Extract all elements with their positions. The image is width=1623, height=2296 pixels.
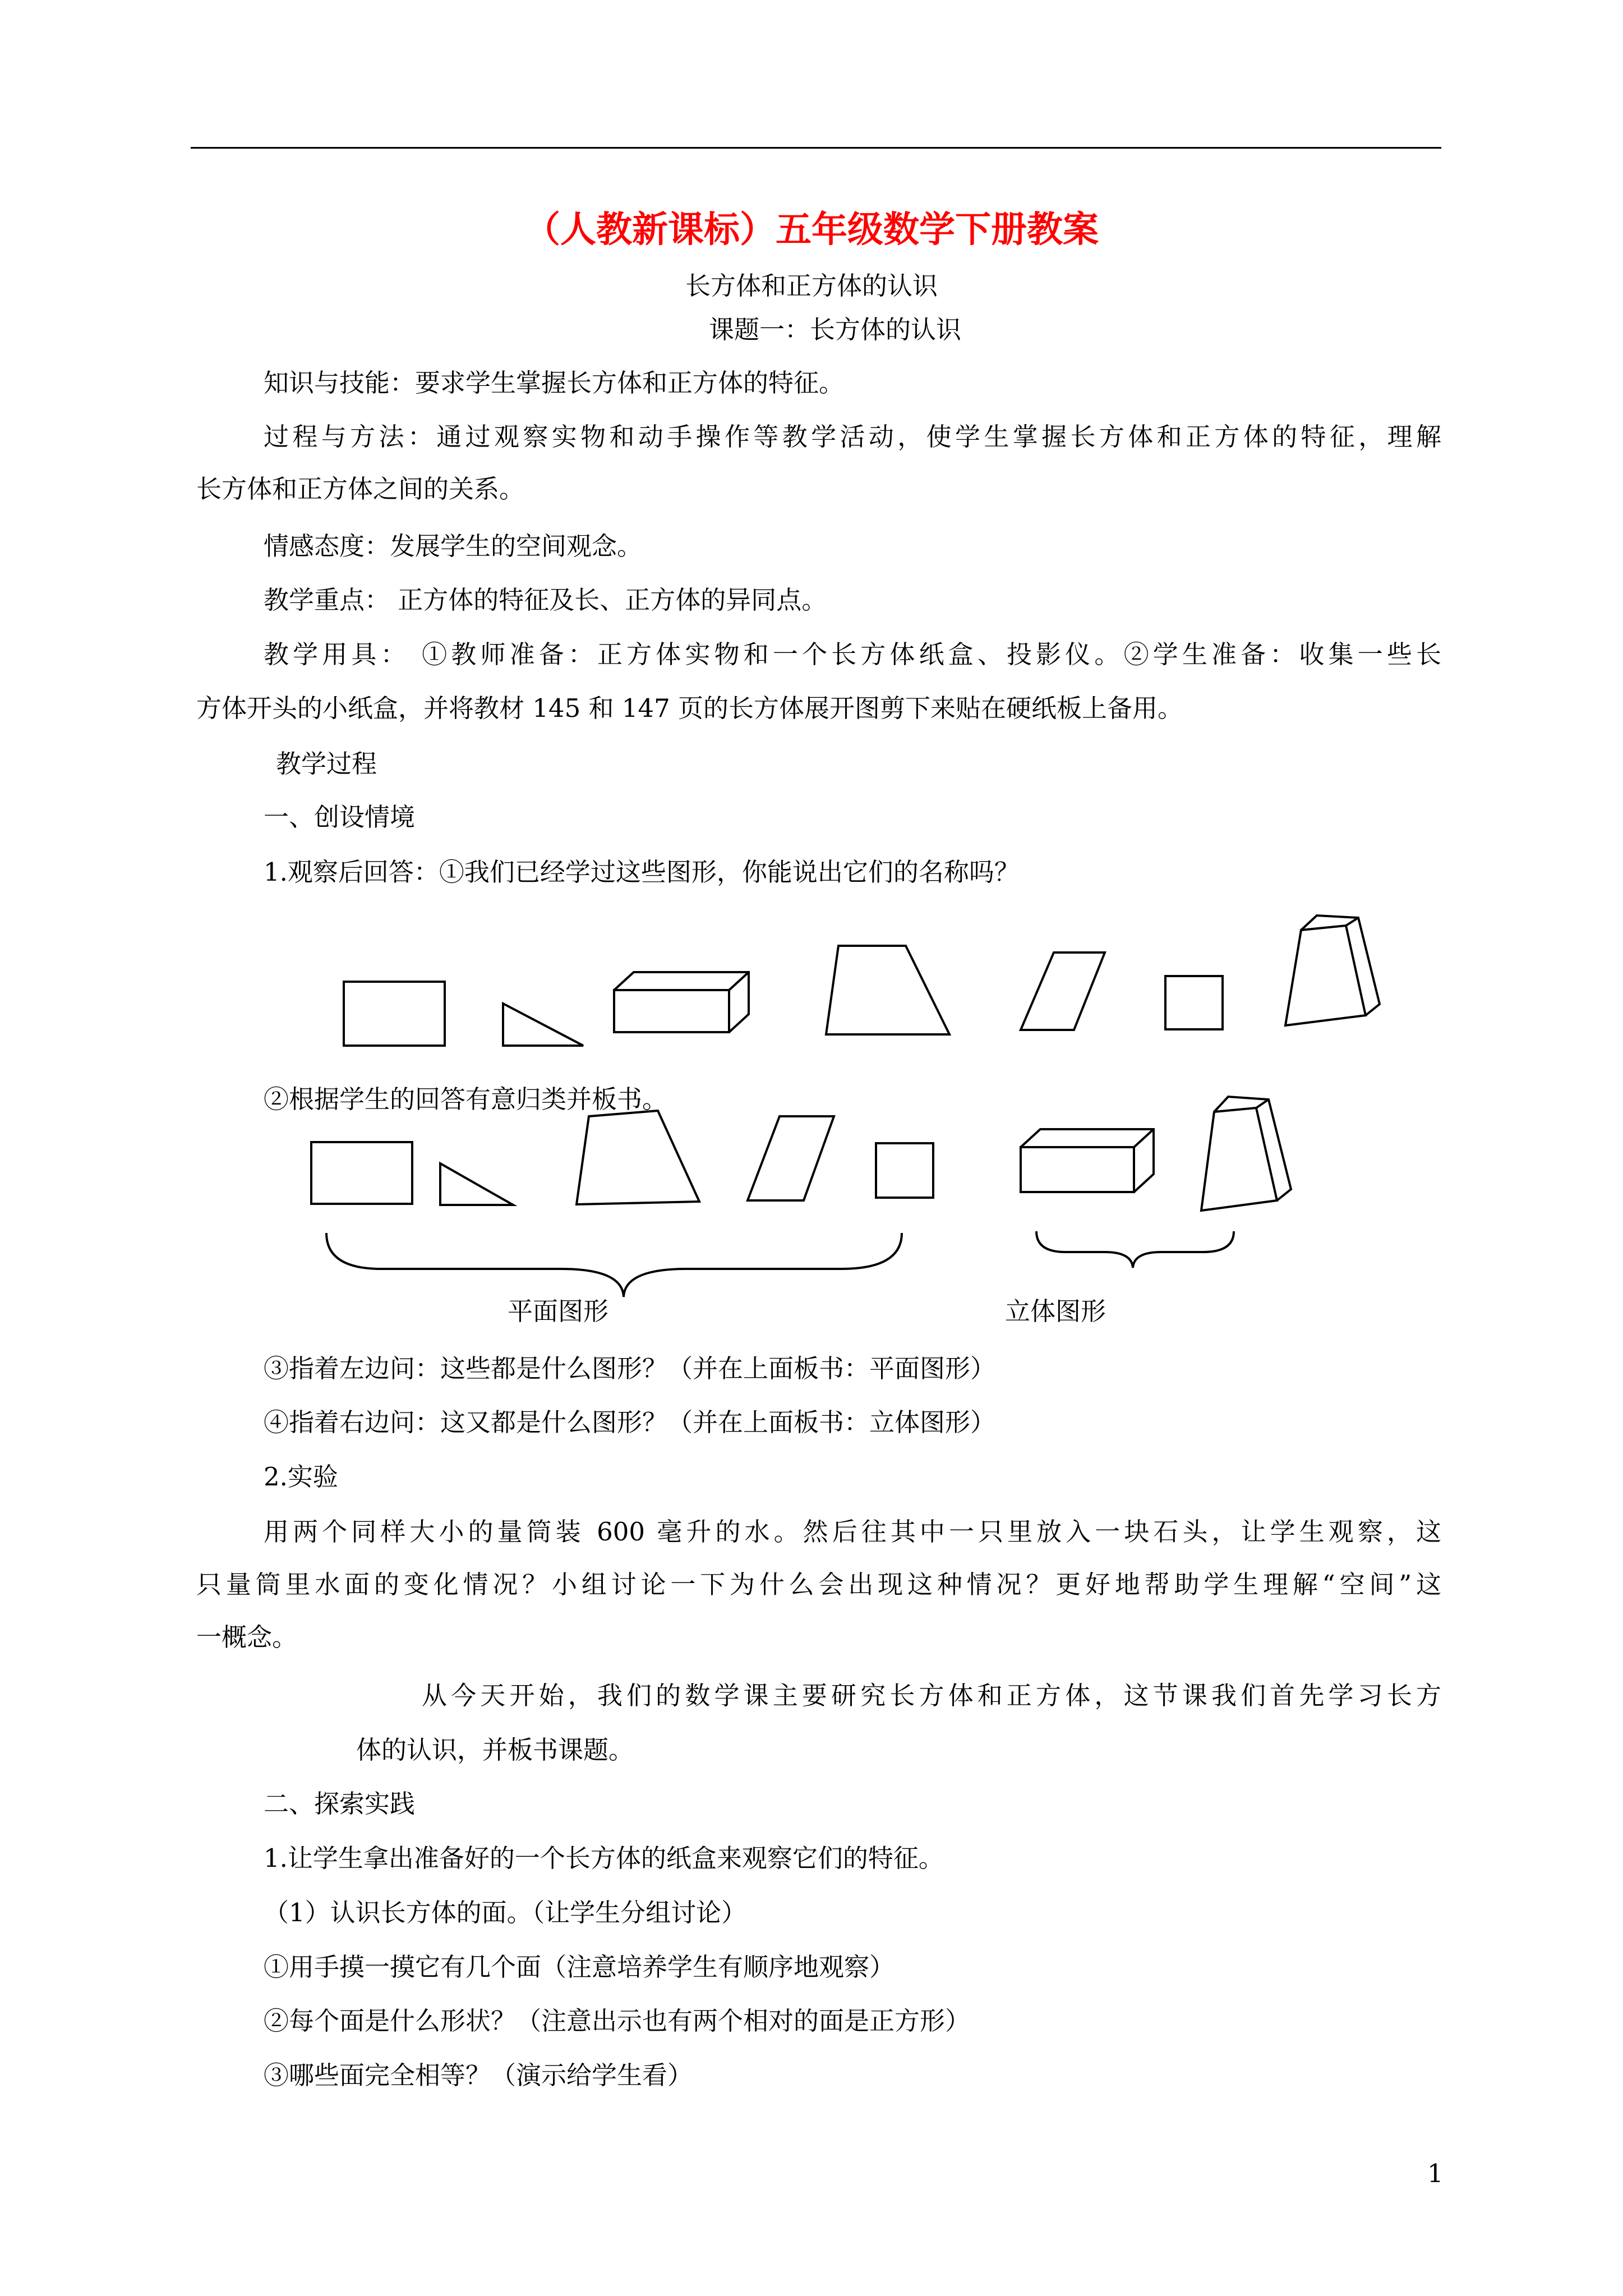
- intro-line2: 体的认识，并板书课题。: [356, 1735, 634, 1765]
- question-3: ③指着左边问：这些都是什么图形？（并在上面板书：平面图形）: [264, 1354, 996, 1383]
- tilted-cuboid-shape-classified: [1201, 1097, 1291, 1211]
- objective-knowledge: 知识与技能：要求学生掌握长方体和正方体的特征。: [264, 368, 845, 398]
- cuboid-shape-classified: [1021, 1129, 1154, 1192]
- key-points: 教学重点： 正方体的特征及长、正方体的异同点。: [264, 585, 827, 615]
- step-1-faces: （1）认识长方体的面。（让学生分组讨论）: [264, 1898, 747, 1927]
- plane-shapes-brace: [326, 1233, 902, 1297]
- step-1-equal-faces: ③哪些面完全相等？（演示给学生看）: [264, 2060, 693, 2090]
- step-1-shape: ②每个面是什么形状？（注意出示也有两个相对的面是正方形）: [264, 2006, 971, 2036]
- parallelogram-shape-classified: [748, 1116, 834, 1200]
- process-heading: 教学过程: [276, 749, 377, 779]
- experiment-line1: 用两个同样大小的量筒装 600 毫升的水。然后往其中一只里放入一块石头，让学生观察，这: [264, 1517, 1441, 1547]
- section-1-heading: 一、创设情境: [264, 802, 416, 832]
- experiment-heading: 2.实验: [264, 1462, 338, 1492]
- lesson-topic: 课题一：长方体的认识: [709, 315, 962, 344]
- label-plane-shapes: 平面图形: [508, 1296, 609, 1326]
- experiment-line3: 一概念。: [196, 1622, 298, 1652]
- objective-process-line2: 长方体和正方体之间的关系。: [196, 474, 525, 504]
- objective-emotion: 情感态度：发展学生的空间观念。: [264, 531, 643, 561]
- solid-shapes-brace: [1036, 1231, 1234, 1268]
- intro-line1: 从今天开始，我们的数学课主要研究长方体和正方体，这节课我们首先学习长方: [422, 1681, 1441, 1710]
- experiment-line2: 只量筒里水面的变化情况？小组讨论一下为什么会出现这种情况？更好地帮助学生理解“空间”这: [196, 1570, 1441, 1599]
- trapezoid-shape-classified: [577, 1111, 699, 1204]
- step-1: 1.让学生拿出准备好的一个长方体的纸盒来观察它们的特征。: [264, 1843, 944, 1873]
- page-title: （人教新课标）五年级数学下册教案: [524, 209, 1099, 251]
- teaching-tools-line1: 教学用具： ①教师准备：正方体实物和一个长方体纸盒、投影仪。②学生准备：收集一些长: [264, 639, 1441, 669]
- question-2: ②根据学生的回答有意归类并板书。: [264, 1084, 668, 1114]
- rectangle-shape-classified: [311, 1142, 412, 1204]
- question-1: 1.观察后回答：①我们已经学过这些图形，你能说出它们的名称吗？: [264, 857, 1020, 887]
- triangle-shape-classified: [440, 1163, 513, 1205]
- label-solid-shapes: 立体图形: [1005, 1296, 1106, 1326]
- teaching-tools-line2: 方体开头的小纸盒，并将教材 145 和 147 页的长方体展开图剪下来贴在硬纸板上备用。: [196, 693, 1183, 723]
- square-shape-classified: [876, 1143, 933, 1198]
- objective-process-line1: 过程与方法：通过观察实物和动手操作等教学活动，使学生掌握长方体和正方体的特征，理解: [264, 422, 1441, 452]
- question-4: ④指着右边问：这又都是什么图形？（并在上面板书：立体图形）: [264, 1407, 996, 1437]
- page-number: 1: [1427, 2159, 1444, 2188]
- step-1-touch: ①用手摸一摸它有几个面（注意培养学生有顺序地观察）: [264, 1952, 895, 1982]
- unit-title: 长方体和正方体的认识: [685, 271, 938, 301]
- section-2-heading: 二、探索实践: [264, 1789, 416, 1819]
